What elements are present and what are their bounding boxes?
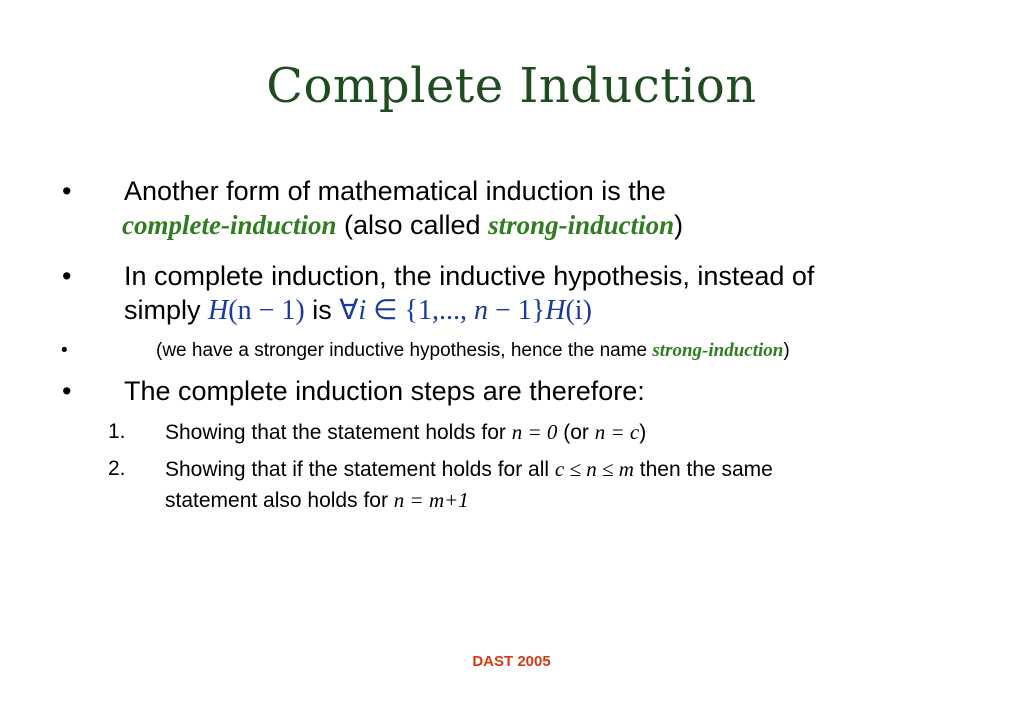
term-complete-induction: complete-induction xyxy=(122,210,337,240)
bullet-mark: • xyxy=(62,176,72,206)
step-1-math-2 xyxy=(595,420,640,444)
bullet-4 xyxy=(62,374,645,408)
bullet-2-line-2 xyxy=(124,293,814,328)
formula-set-end: − 1} xyxy=(488,295,546,326)
formula-i: i xyxy=(358,295,367,326)
bullet-1 xyxy=(62,174,684,242)
step-1-number: 1. xyxy=(108,420,126,443)
step-2-mid: then the same xyxy=(633,458,773,481)
formula-n: n xyxy=(474,295,488,326)
step-2-line-2 xyxy=(165,485,773,516)
bullet-2-line-1: In complete induction, the inductive hypothesis, instead of xyxy=(124,261,815,291)
step-2-math-1 xyxy=(555,457,634,481)
forall-symbol: ∀ xyxy=(339,295,359,326)
step-2-text: Showing that if the statement holds for all xyxy=(165,458,555,481)
step-2-number: 2. xyxy=(108,457,126,480)
bullet-mark: • xyxy=(62,376,72,406)
math-n-equals-m-plus-1: n = m+1 xyxy=(393,488,469,512)
bullet-1-line-1: Another form of mathematical induction is the xyxy=(124,176,666,206)
step-1-text: Showing that the statement holds for xyxy=(165,421,512,444)
math-c-le-n-le-m: c ≤ n ≤ m xyxy=(554,457,634,481)
term-strong-induction-2: strong-induction xyxy=(652,340,784,361)
also-called-text: (also called xyxy=(336,210,489,240)
strong-hypothesis-formula xyxy=(339,295,592,326)
close-paren: ) xyxy=(674,210,684,240)
simply-text: simply xyxy=(124,295,209,325)
step-2-math-2 xyxy=(394,488,469,512)
bullet-3-end: ) xyxy=(783,340,790,361)
step-2 xyxy=(108,454,773,516)
formula-arg: (n − 1) xyxy=(228,295,305,326)
formula-H2-arg: (i) xyxy=(565,295,592,326)
slide-title: Complete Induction xyxy=(266,58,757,114)
bullet-mark: • xyxy=(62,261,72,291)
footer-label: DAST 2005 xyxy=(472,653,551,670)
bullet-3 xyxy=(61,339,790,363)
bullet-1-line-2 xyxy=(122,208,683,242)
math-n-equals-c: n = c xyxy=(594,420,640,444)
math-n-equals-0: n = 0 xyxy=(511,420,558,444)
bullet-mark: • xyxy=(61,340,68,361)
bullet-3-text: (we have a stronger inductive hypothesis, hence the name xyxy=(156,340,653,361)
step-1-end: ) xyxy=(639,421,647,444)
step-2-line-1 xyxy=(165,454,773,485)
step-1 xyxy=(108,417,647,448)
formula-set: ∈ {1,..., xyxy=(366,295,474,326)
formula-H: H xyxy=(208,295,229,326)
bullet-2 xyxy=(62,259,815,328)
term-strong-induction: strong-induction xyxy=(488,210,675,240)
is-text: is xyxy=(304,295,340,325)
step-1-math-1 xyxy=(512,420,558,444)
step-1-mid: (or xyxy=(557,421,595,444)
step-2-line-2-text: statement also holds for xyxy=(165,489,394,512)
bullet-4-text: The complete induction steps are therefore: xyxy=(124,376,645,406)
formula-H2: H xyxy=(545,295,566,326)
hypothesis-formula xyxy=(208,295,305,326)
